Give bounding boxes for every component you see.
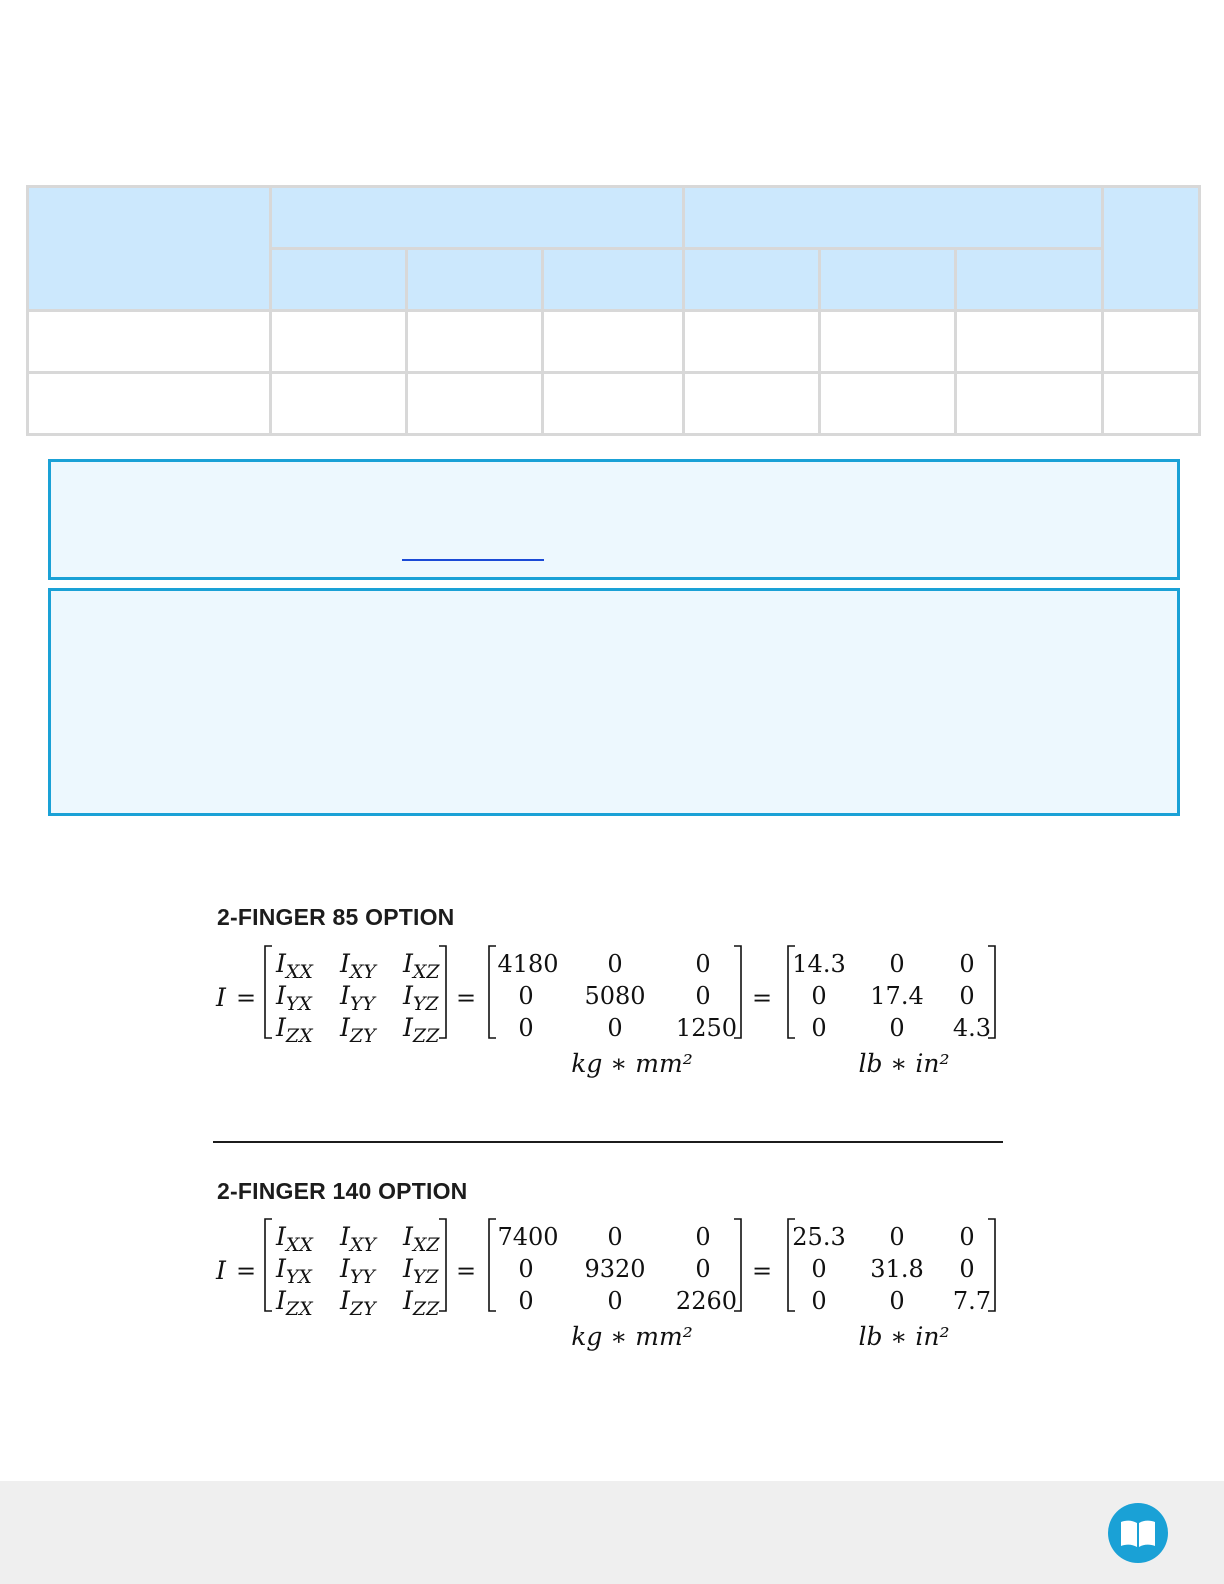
metric-value: 0 bbox=[607, 950, 623, 978]
imperial-value: 0 bbox=[811, 1014, 827, 1042]
table-subheader-cell bbox=[271, 249, 407, 311]
imperial-value: 17.4 bbox=[870, 982, 924, 1010]
equals-sign: = bbox=[752, 984, 773, 1012]
unit-label: kg ∗ mm² bbox=[571, 1049, 693, 1078]
matrix-bracket bbox=[439, 1219, 446, 1311]
table-subheader-cell bbox=[684, 249, 820, 311]
equals-sign: = bbox=[456, 984, 477, 1012]
matrix-bracket bbox=[265, 946, 272, 1038]
metric-value: 0 bbox=[695, 1223, 711, 1251]
metric-value: 0 bbox=[518, 1287, 534, 1315]
imperial-value: 31.8 bbox=[870, 1255, 924, 1283]
unit-label: lb ∗ in² bbox=[858, 1049, 950, 1078]
inertia-matrix-graphic bbox=[200, 950, 1020, 1100]
metric-value: 0 bbox=[695, 982, 711, 1010]
tensor-element: $I_{ZY}$ bbox=[340, 1013, 376, 1047]
imperial-value: 0 bbox=[959, 1223, 975, 1251]
tensor-element: $I_{ZX}$ bbox=[276, 1013, 313, 1047]
tensor-element: $I_{XX}$ bbox=[276, 949, 313, 983]
matrix-bracket bbox=[439, 946, 446, 1038]
inertia-equation-85 bbox=[200, 950, 1020, 1100]
matrix-bracket bbox=[489, 946, 496, 1038]
metric-value: 1250 bbox=[675, 1014, 737, 1042]
note-link[interactable] bbox=[402, 559, 544, 561]
table-header-cell bbox=[28, 187, 271, 311]
metric-value: 0 bbox=[607, 1223, 623, 1251]
tensor-element: $I_{XY}$ bbox=[340, 1222, 376, 1256]
imperial-value: 0 bbox=[811, 982, 827, 1010]
tensor-element: $I_{ZX}$ bbox=[276, 1286, 313, 1320]
tensor-element: $I_{YZ}$ bbox=[403, 981, 439, 1015]
metric-value: 0 bbox=[695, 950, 711, 978]
matrix-bracket bbox=[265, 1219, 272, 1311]
page-footer bbox=[0, 1481, 1224, 1584]
metric-value: 2260 bbox=[675, 1287, 737, 1315]
imperial-value: 0 bbox=[811, 1287, 827, 1315]
tensor-element: $I_{ZZ}$ bbox=[403, 1013, 440, 1047]
table-subheader-cell bbox=[956, 249, 1103, 311]
option-title-85: 2-FINGER 85 OPTION bbox=[217, 904, 455, 930]
table-header-group-cell bbox=[684, 187, 1103, 249]
tensor-element: $I_{XY}$ bbox=[340, 949, 376, 983]
tensor-element: $I_{XZ}$ bbox=[403, 949, 440, 983]
imperial-value: 0 bbox=[959, 1255, 975, 1283]
imperial-value: 25.3 bbox=[792, 1223, 846, 1251]
table-row bbox=[28, 311, 1200, 373]
inertia-symbol: I bbox=[216, 983, 226, 1012]
imperial-value: 0 bbox=[889, 1014, 905, 1042]
table-header-group-cell bbox=[271, 187, 684, 249]
metric-value: 0 bbox=[518, 982, 534, 1010]
specification-table bbox=[26, 185, 1201, 436]
equals-sign: = bbox=[456, 1257, 477, 1285]
imperial-value: 4.3 bbox=[952, 1014, 991, 1042]
imperial-value: 0 bbox=[959, 982, 975, 1010]
tensor-element: $I_{XZ}$ bbox=[403, 1222, 440, 1256]
metric-value: 9320 bbox=[584, 1255, 646, 1283]
imperial-value: 14.3 bbox=[792, 950, 846, 978]
table-subheader-cell bbox=[820, 249, 956, 311]
info-note bbox=[48, 459, 1180, 580]
equals-sign: = bbox=[236, 984, 257, 1012]
imperial-value: 0 bbox=[889, 1223, 905, 1251]
imperial-value: 0 bbox=[889, 1287, 905, 1315]
tensor-element: $I_{YY}$ bbox=[340, 1254, 375, 1288]
tensor-element: $I_{XX}$ bbox=[276, 1222, 313, 1256]
option-title-140: 2-FINGER 140 OPTION bbox=[217, 1178, 468, 1204]
book-icon[interactable] bbox=[1108, 1503, 1168, 1563]
section-divider bbox=[213, 1141, 1003, 1143]
tensor-element: $I_{YX}$ bbox=[276, 981, 312, 1015]
tensor-element: $I_{ZZ}$ bbox=[403, 1286, 440, 1320]
imperial-value: 0 bbox=[959, 950, 975, 978]
metric-value: 0 bbox=[607, 1014, 623, 1042]
tensor-element: $I_{YX}$ bbox=[276, 1254, 312, 1288]
tensor-element: $I_{YY}$ bbox=[340, 981, 375, 1015]
metric-value: 0 bbox=[518, 1014, 534, 1042]
info-note bbox=[48, 588, 1180, 816]
unit-label: lb ∗ in² bbox=[858, 1322, 950, 1351]
equals-sign: = bbox=[752, 1257, 773, 1285]
matrix-bracket bbox=[489, 1219, 496, 1311]
unit-label: kg ∗ mm² bbox=[571, 1322, 693, 1351]
metric-value: 0 bbox=[695, 1255, 711, 1283]
table-header-cell bbox=[1103, 187, 1200, 311]
metric-value: 7400 bbox=[497, 1223, 559, 1251]
tensor-element: $I_{ZY}$ bbox=[340, 1286, 376, 1320]
table-subheader-cell bbox=[543, 249, 684, 311]
metric-value: 0 bbox=[607, 1287, 623, 1315]
metric-value: 4180 bbox=[497, 950, 559, 978]
imperial-value: 0 bbox=[889, 950, 905, 978]
table-row bbox=[28, 373, 1200, 435]
imperial-value: 7.7 bbox=[952, 1287, 991, 1315]
equals-sign: = bbox=[236, 1257, 257, 1285]
imperial-value: 0 bbox=[811, 1255, 827, 1283]
inertia-matrix-graphic bbox=[200, 1223, 1020, 1373]
metric-value: 5080 bbox=[584, 982, 646, 1010]
inertia-equation-140 bbox=[200, 1223, 1020, 1373]
table-subheader-cell bbox=[407, 249, 543, 311]
inertia-symbol: I bbox=[216, 1256, 226, 1285]
metric-value: 0 bbox=[518, 1255, 534, 1283]
tensor-element: $I_{YZ}$ bbox=[403, 1254, 439, 1288]
